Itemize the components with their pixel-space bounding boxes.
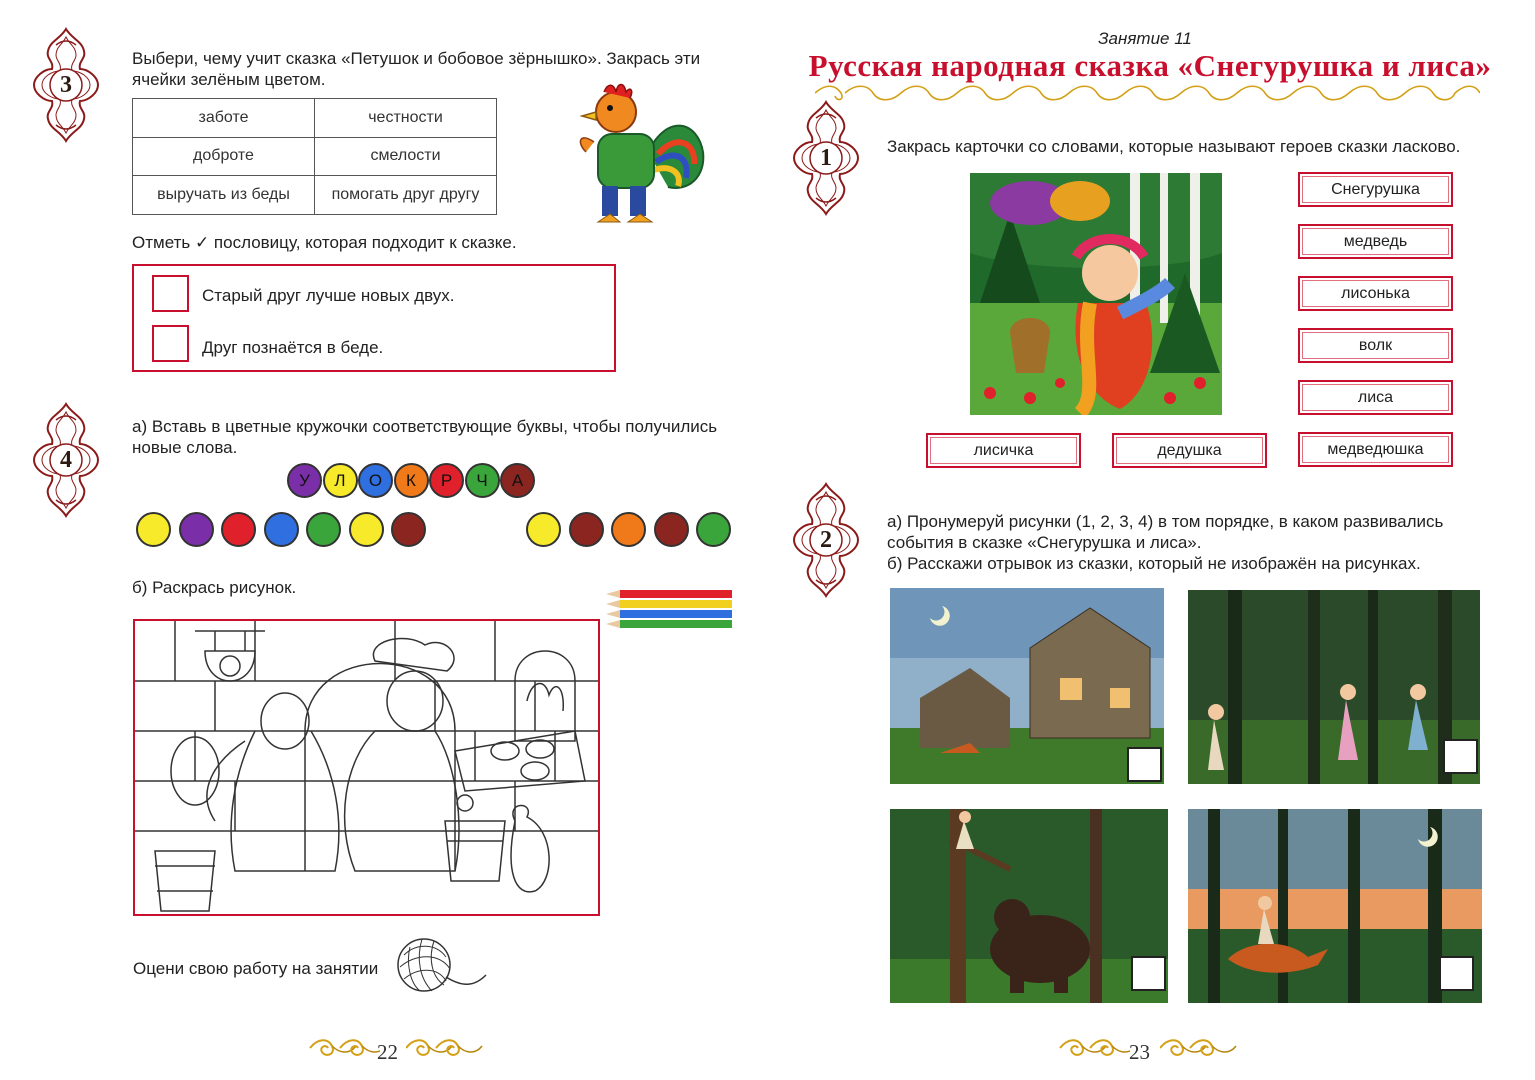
empty-color-circle[interactable]: [654, 512, 689, 547]
empty-color-circle[interactable]: [136, 512, 171, 547]
story-picture-1: [890, 588, 1164, 784]
task2-number: 2: [820, 526, 832, 553]
rooster-icon: [568, 82, 708, 242]
fox-carrying-girl-icon: [1188, 809, 1482, 1003]
letter-label: Л: [334, 470, 346, 490]
proverb-2: Друг познаётся в беде.: [202, 338, 384, 357]
order-box-2[interactable]: [1443, 739, 1478, 774]
letter-label: А: [511, 470, 524, 490]
story-picture-3: [890, 809, 1168, 1003]
girls-in-forest-icon: [1188, 590, 1480, 784]
virtues-table: [132, 98, 497, 215]
table-cell[interactable]: доброте: [133, 137, 315, 176]
order-box-4[interactable]: [1439, 956, 1474, 991]
proverb-1: Старый друг лучше новых двух.: [202, 286, 455, 305]
table-cell[interactable]: заботе: [133, 99, 315, 138]
table-cell[interactable]: выручать из беды: [133, 176, 315, 215]
empty-color-circle[interactable]: [696, 512, 731, 547]
task3-instruction-line1: Выбери, чему учит сказка «Петушок и бобовое зёрнышко». Закрась эти: [132, 49, 701, 68]
yarn-ball[interactable]: [396, 935, 496, 995]
table-row: [133, 137, 497, 176]
coloring-scene-icon: [135, 621, 598, 914]
task2-line2: события в сказке «Снегурушка и лиса».: [887, 533, 1202, 552]
proverb-prompt: Отметь ✓ пословицу, которая подходит к сказке.: [132, 233, 517, 252]
footer-ornament-left-r: [1050, 1036, 1130, 1060]
card-dedushka[interactable]: дедушка: [1112, 433, 1267, 468]
order-box-1[interactable]: [1127, 747, 1162, 782]
self-assessment-label: Оцени свою работу на занятии: [133, 959, 379, 978]
girl-in-forest-icon: [970, 173, 1222, 415]
table-row: [133, 99, 497, 138]
rooster-illustration: [568, 82, 708, 242]
letter-circle: [323, 463, 358, 498]
lesson-label: Занятие 11: [1098, 29, 1192, 48]
empty-color-circle[interactable]: [264, 512, 299, 547]
letter-label: К: [406, 470, 416, 490]
task4-instruction-line1: а) Вставь в цветные кружочки соответствующие буквы, чтобы получились: [132, 417, 718, 436]
task1-instruction: Закрась карточки со словами, которые называют героев сказки ласково.: [887, 137, 1461, 156]
task3-number: 3: [60, 71, 72, 98]
bear-in-forest-icon: [890, 809, 1168, 1003]
swirl-ornament-icon: [300, 1036, 380, 1060]
task2-line3: б) Расскажи отрывок из сказки, который не изображён на рисунках.: [887, 554, 1421, 573]
task4-number: 4: [60, 446, 72, 473]
letter-label: У: [299, 470, 310, 490]
order-box-3[interactable]: [1131, 956, 1166, 991]
letter-circle: [500, 463, 535, 498]
task2-badge: [790, 480, 862, 600]
task4-instruction-line2: новые слова.: [132, 438, 238, 457]
task3-instruction-line2: ячейки зелёным цветом.: [132, 70, 326, 89]
table-cell[interactable]: честности: [315, 99, 497, 138]
letter-label: Р: [440, 470, 453, 490]
coloring-picture[interactable]: [133, 619, 600, 916]
task4-instruction: [132, 416, 752, 458]
page-number-right: 23: [1129, 1040, 1150, 1064]
proverb-checkbox-1[interactable]: [152, 275, 189, 312]
card-medved[interactable]: медведь: [1298, 224, 1453, 259]
pencils-illustration: [606, 590, 736, 628]
card-lisichka[interactable]: лисичка: [926, 433, 1081, 468]
card-lisa[interactable]: лиса: [1298, 380, 1453, 415]
card-volk[interactable]: волк: [1298, 328, 1453, 363]
task3-badge: [30, 25, 102, 145]
card-lisonka[interactable]: лисонька: [1298, 276, 1453, 311]
empty-color-circle[interactable]: [221, 512, 256, 547]
table-cell[interactable]: помогать друг другу: [315, 176, 497, 215]
footer-ornament-left: [300, 1036, 380, 1060]
task4-part-b: б) Раскрась рисунок.: [132, 578, 297, 597]
task2-instruction: [887, 511, 1507, 574]
proverb-checkbox-2[interactable]: [152, 325, 189, 362]
page-title: Русская народная сказка «Снегурушка и лиса»: [808, 48, 1492, 83]
task1-number: 1: [820, 144, 832, 171]
letter-circle: [394, 463, 429, 498]
pencils-icon: [606, 590, 736, 628]
empty-color-circle[interactable]: [569, 512, 604, 547]
empty-color-circle[interactable]: [179, 512, 214, 547]
table-row: [133, 176, 497, 215]
empty-color-circle[interactable]: [391, 512, 426, 547]
footer-ornament-right-r: [1160, 1036, 1240, 1060]
title-divider: [815, 82, 1480, 104]
letter-circle: [287, 463, 322, 498]
letter-circle: [358, 463, 393, 498]
swirl-ornament-icon: [1160, 1036, 1240, 1060]
empty-color-circle[interactable]: [611, 512, 646, 547]
story-picture-2: [1188, 590, 1480, 784]
letter-label: О: [368, 470, 383, 490]
card-snegurushka[interactable]: Снегурушка: [1298, 172, 1453, 207]
task4-badge: [30, 400, 102, 520]
letter-label: Ч: [476, 470, 488, 490]
page-number-left: 22: [377, 1040, 398, 1064]
footer-ornament-right: [406, 1036, 486, 1060]
yarn-ball-icon: [396, 935, 496, 995]
story-picture-4: [1188, 809, 1482, 1003]
card-medvedyushka[interactable]: медведюшка: [1298, 432, 1453, 467]
letter-circle: [429, 463, 464, 498]
house-at-dusk-icon: [890, 588, 1164, 784]
task2-line1: а) Пронумеруй рисунки (1, 2, 3, 4) в том порядке, в каком развивались: [887, 512, 1444, 531]
empty-color-circle[interactable]: [349, 512, 384, 547]
decorative-border-icon: [815, 82, 1480, 104]
empty-color-circle[interactable]: [526, 512, 561, 547]
swirl-ornament-icon: [1050, 1036, 1130, 1060]
snegurushka-illustration: [970, 173, 1222, 415]
swirl-ornament-icon: [406, 1036, 486, 1060]
task1-badge: [790, 98, 862, 218]
empty-color-circle[interactable]: [306, 512, 341, 547]
letter-circle: [465, 463, 500, 498]
table-cell[interactable]: смелости: [315, 137, 497, 176]
